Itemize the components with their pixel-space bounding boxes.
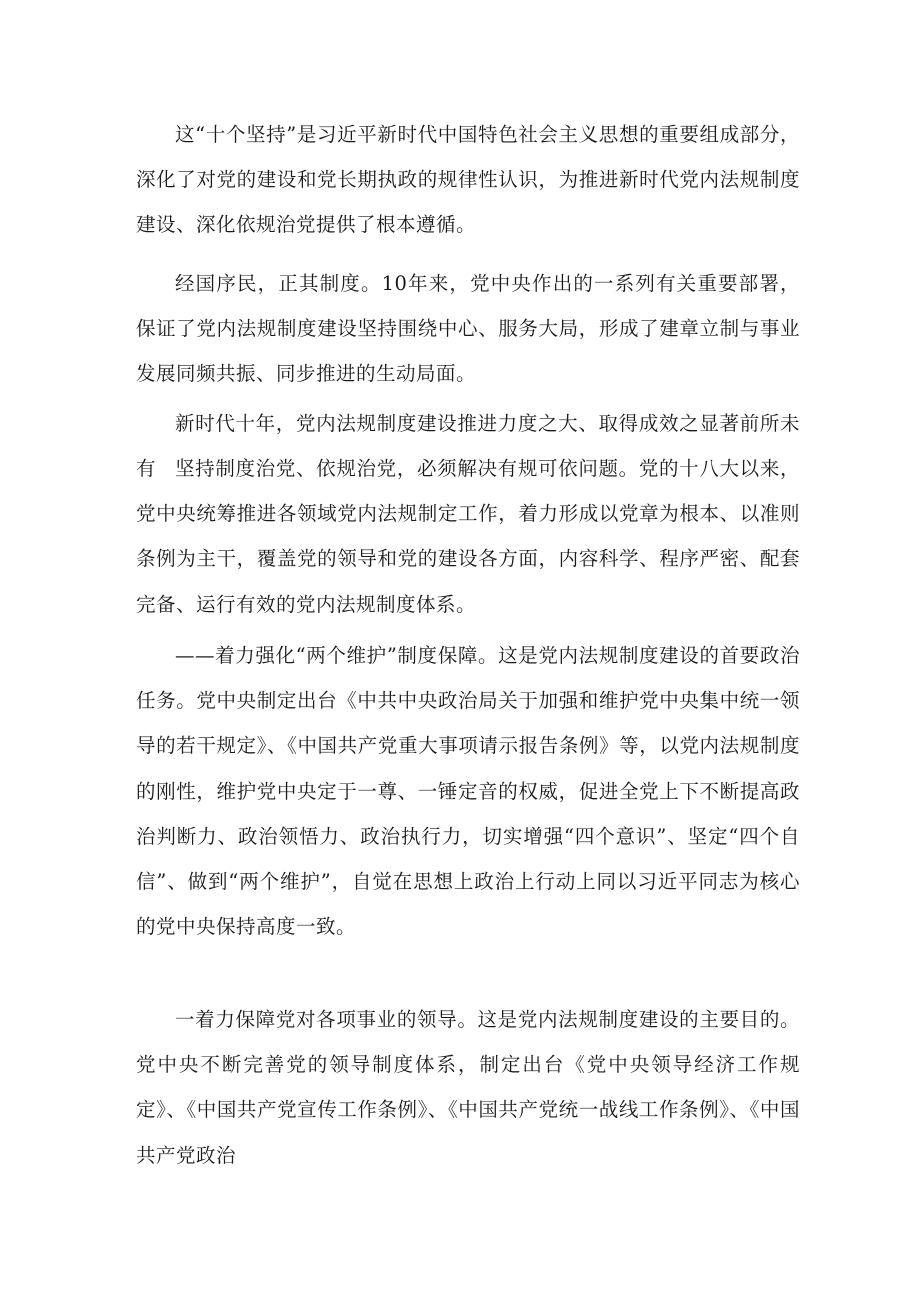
paragraph-rule-based-governance: 坚持制度治党、依规治党，必须解决有规可依问题。党的十八大以来，党中央统筹推进各领域党内法规制定工作，着力形成以党章为根本、以准则条例为主干，覆盖党的领导和党的建设各方面，内容科学、程序严密、配套完备、运行有效的党内法规制度体系。	[136, 457, 800, 616]
paragraph-institutional-order: 经国序民，正其制度。10年来，党中央作出的一系列有关重要部署，保证了党内法规制度建设坚持围绕中心、服务大局，形成了建章立制与事业发展同频共振、同步推进的生动局面。	[136, 272, 800, 386]
paragraph-section-heading: 新时代十年，党内法规制度建设推进力度之大、取得成效之显著前所未有	[136, 412, 800, 481]
paragraph-two-safeguards: ——着力强化“两个维护”制度保障。这是党内法规制度建设的首要政治任务。党中央制定出台《中共中央政治局关于加强和维护党中央集中统一领导的若干规定》、《中国共产党重大事项请示报告条例》等，以党内法规制度的刚性，维护党中央定于一尊、一锤定音的权威，促进全党上下不断提高政治判断力、政治领悟力、政治执行力，切实增强“四个意识”、坚定“四个自信”、做到“两个维护”，自觉在思想上政治上行动上同以习近平同志为核心的党中央保持高度一致。	[136, 644, 800, 939]
paragraph-ten-persistences: 这“十个坚持”是习近平新时代中国特色社会主义思想的重要组成部分，深化了对党的建设和党长期执政的规律性认识，为推进新时代党内法规制度建设、深化依规治党提供了根本遵循。	[136, 123, 800, 237]
paragraph-party-leadership: 一着力保障党对各项事业的领导。这是党内法规制度建设的主要目的。党中央不断完善党的领导制度体系，制定出台《党中央领导经济工作规定》、《中国共产党宣传工作条例》、《中国共产党统一战线工作条例》、《中国共产党政治	[136, 1008, 800, 1167]
